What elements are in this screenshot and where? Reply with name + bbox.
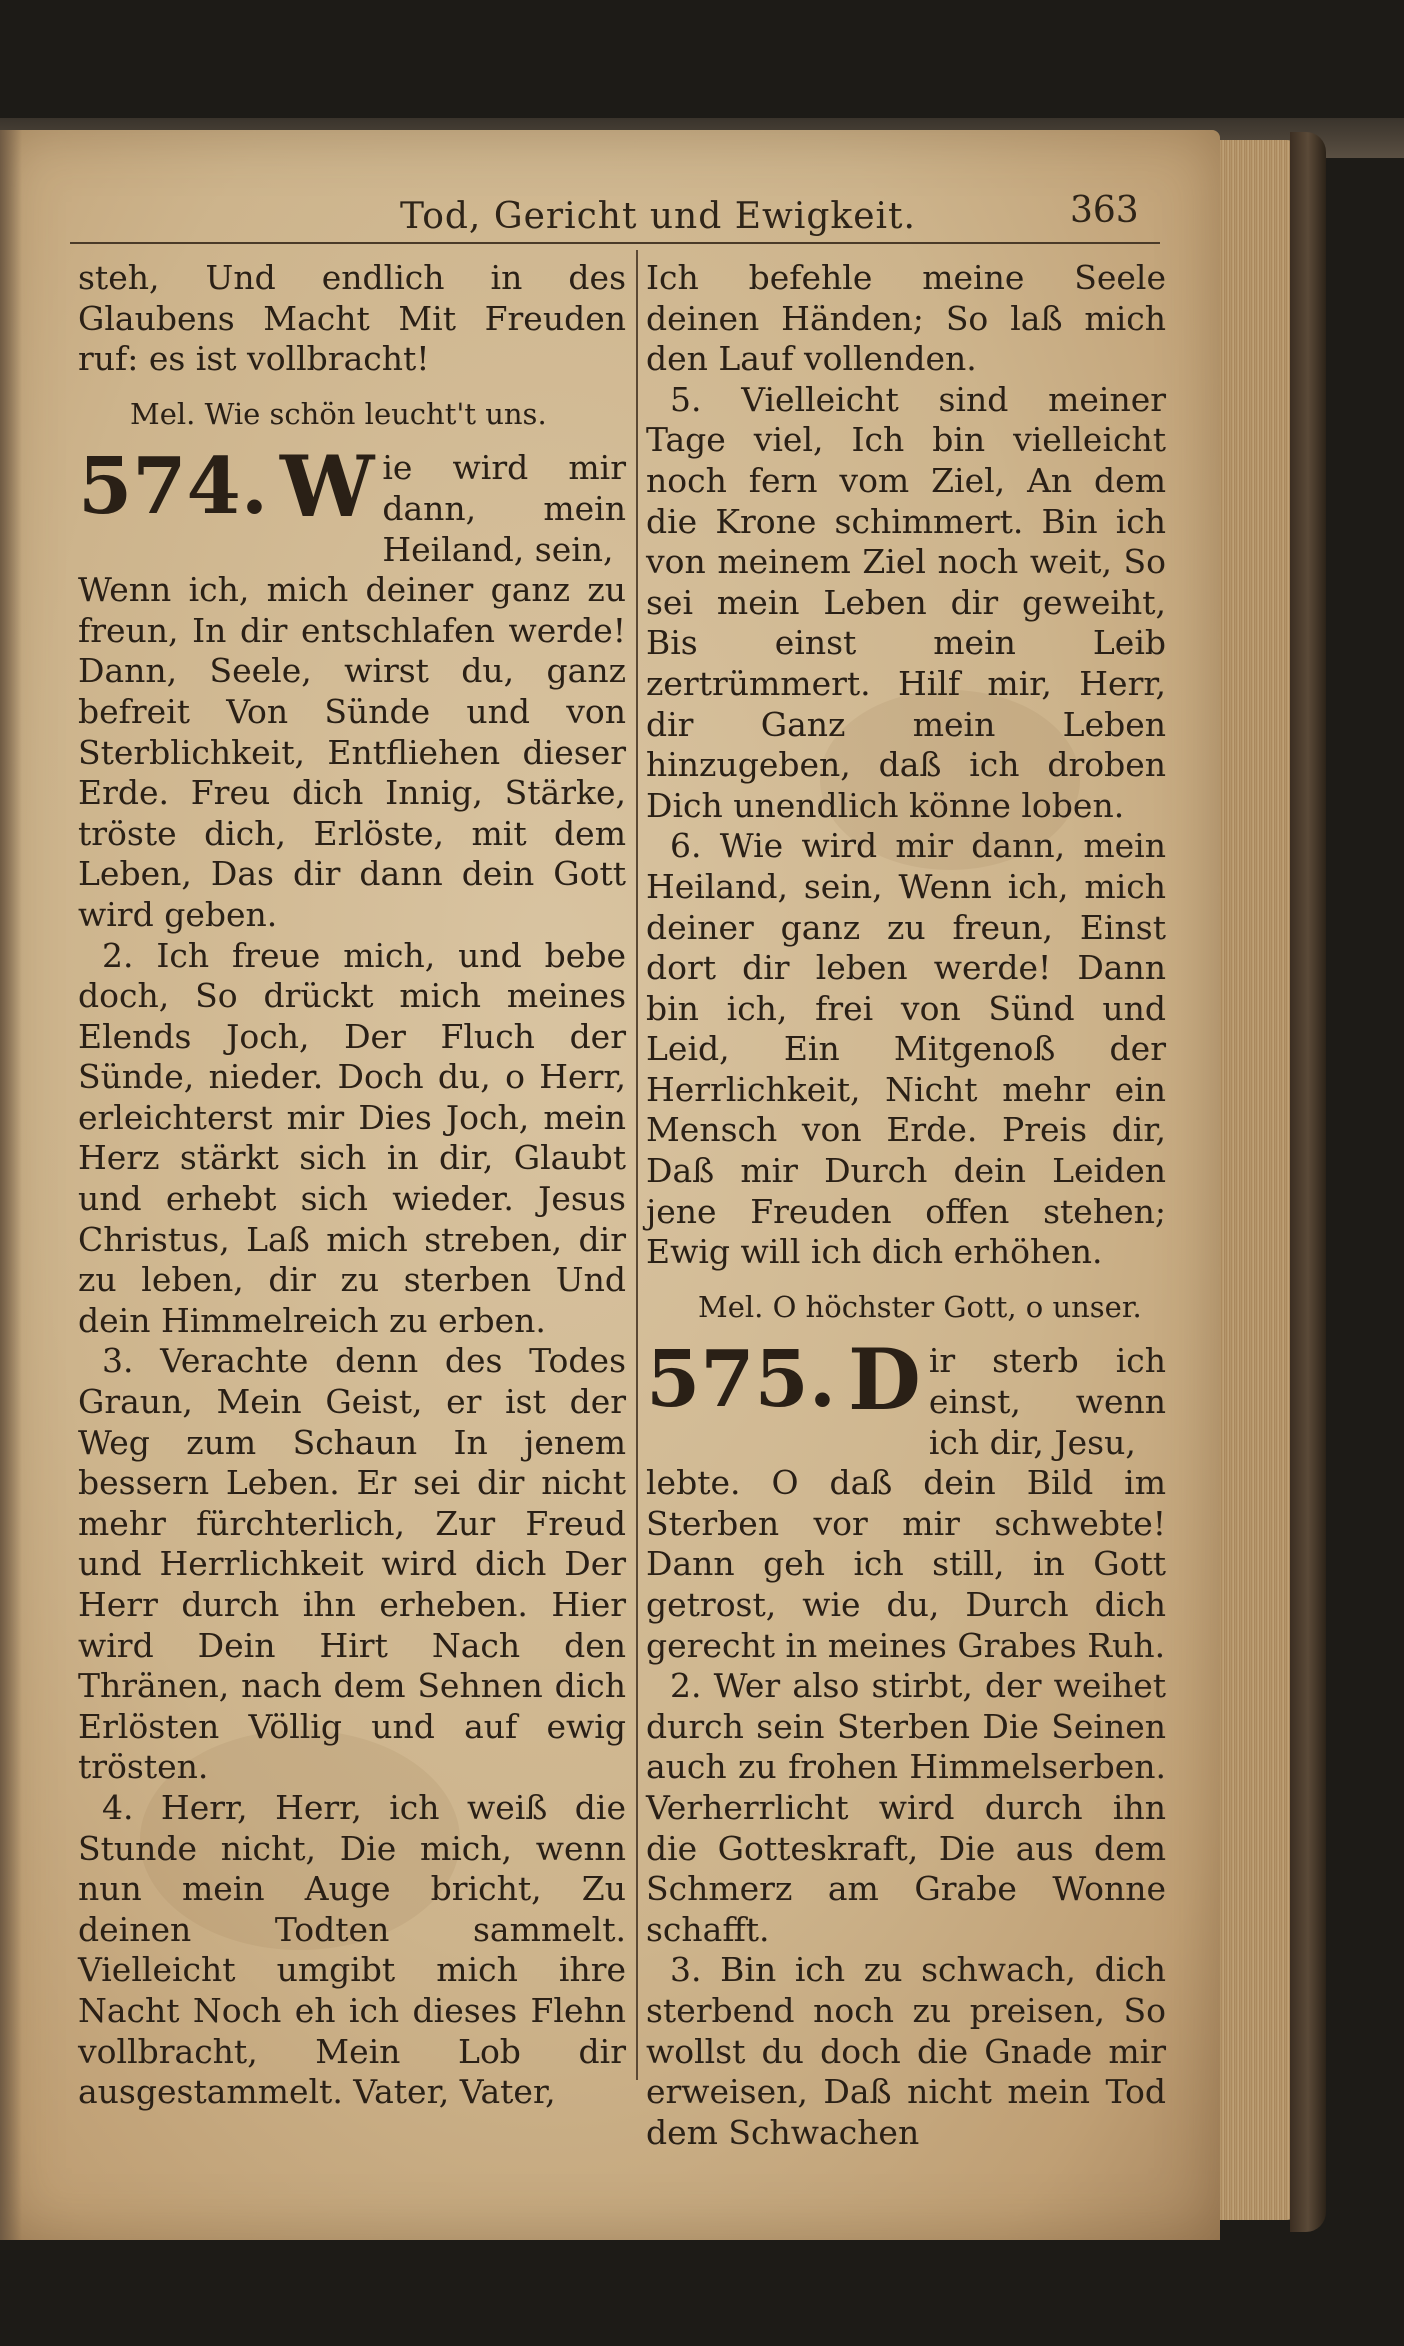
verse-2: 2. Ich freue mich, und bebe doch, So drückt mich meines Elends Joch, Der Fluch der Sünde, nieder. Doch du, o Herr, erleichterst mir Dies Joch, mein Herz stärkt sich in dir, Glaubt und erhebt sich wieder. Jesus Christus, Laß mich streben, dir zu leben, dir zu sterben Und dein Himmelreich zu erben. [78, 935, 626, 1340]
left-column [78, 258, 626, 2113]
running-title: Tod, Gericht und Ewigkeit. [400, 196, 916, 237]
page-number: 363 [1070, 190, 1139, 231]
verse-2: 2. Wer also stirbt, der weihet durch sein Sterben Die Seinen auch zu frohen Himmelserben. Verherrlicht wird durch ihn die Gotteskraft, Die aus dem Schmerz am Grabe Wonne schafft. [646, 1666, 1166, 1949]
book-cover [1290, 132, 1326, 2232]
hymn-first-line: ie wird mir dann, mein Heiland, sein, [382, 448, 626, 569]
right-column [646, 258, 1166, 2153]
continuation-text: Ich befehle meine Seele deinen Händen; So laß mich den Lauf vollenden. [646, 258, 1166, 379]
hymn-first-line: ir sterb ich einst, wenn ich dir, Jesu, [928, 1341, 1166, 1462]
verse-1: Wenn ich, mich deiner ganz zu freun, In dir entschlafen werde! Dann, Seele, wirst du, ganz befreit Von Sünde und von Sterblichkeit, Entfliehen dieser Erde. Freu dich Innig, Stärke, tröste dich, Erlöste, mit dem Leben, Das dir dann dein Gott wird geben. [78, 570, 626, 934]
verse-4: 4. Herr, Herr, ich weiß die Stunde nicht, Die mich, wenn nun mein Auge bricht, Zu deinen Todten sammelt. Vielleicht umgibt mich ihre Nacht Noch eh ich dieses Flehn vollbracht, Mein Lob dir ausgestammelt. Vater, Vater, [78, 1787, 626, 2112]
melody-line: Mel. Wie schön leucht't uns. [130, 396, 547, 431]
drop-cap: D [847, 1330, 921, 1430]
verse-1: lebte. O daß dein Bild im Sterben vor mir schwebte! Dann geh ich still, in Gott getrost, wie du, Durch dich gerecht in meines Grabes Ruh. [646, 1463, 1166, 1665]
melody-line: Mel. O höchster Gott, o unser. [698, 1289, 1142, 1324]
verse-5: 5. Vielleicht sind meiner Tage viel, Ich bin vielleicht noch fern vom Ziel, An dem die Krone schimmert. Bin ich von meinem Ziel noch weit, So sei mein Leben dir geweiht, Bis einst mein Leib zertrümmert. Hilf mir, Herr, dir Ganz mein Leben hinzugeben, daß ich droben Dich unendlich könne loben. [646, 379, 1166, 825]
header-rule [70, 242, 1160, 244]
verse-6: 6. Wie wird mir dann, mein Heiland, sein, Wenn ich, mich deiner ganz zu freun, Einst dort dir leben werde! Dann bin ich, frei von Sünd und Leid, Ein Mitgenoß der Herrlichkeit, Nicht mehr ein Mensch von Erde. Preis dir, Daß mir Durch dein Leiden jene Freuden offen stehen; Ewig will ich dich erhöhen. [646, 826, 1166, 1272]
column-divider [636, 250, 638, 2080]
hymn-number: 575. [646, 1334, 836, 1426]
hymn-number: 574. [78, 441, 268, 533]
verse-3: 3. Bin ich zu schwach, dich sterbend noch zu preisen, So wollst du doch die Gnade mir erweisen, Daß nicht mein Tod dem Schwachen [646, 1950, 1166, 2152]
drop-cap: W [279, 437, 375, 537]
hymn-574 [78, 437, 626, 935]
verse-3: 3. Verachte denn des Todes Graun, Mein Geist, er ist der Weg zum Schaun In jenem bessern Leben. Er sei dir nicht mehr fürchterlich, Zur Freud und Herrlichkeit wird dich Der Herr durch ihn erheben. Hier wird Dein Hirt Nach den Thränen, nach dem Sehnen dich Erlösten Völlig und auf ewig trösten. [78, 1341, 626, 1787]
hymn-575 [646, 1330, 1166, 1666]
page-header [60, 180, 1180, 250]
continuation-text: steh, Und endlich in des Glaubens Macht Mit Freuden ruf: es ist vollbracht! [78, 258, 626, 379]
gutter-shadow [0, 130, 22, 2240]
